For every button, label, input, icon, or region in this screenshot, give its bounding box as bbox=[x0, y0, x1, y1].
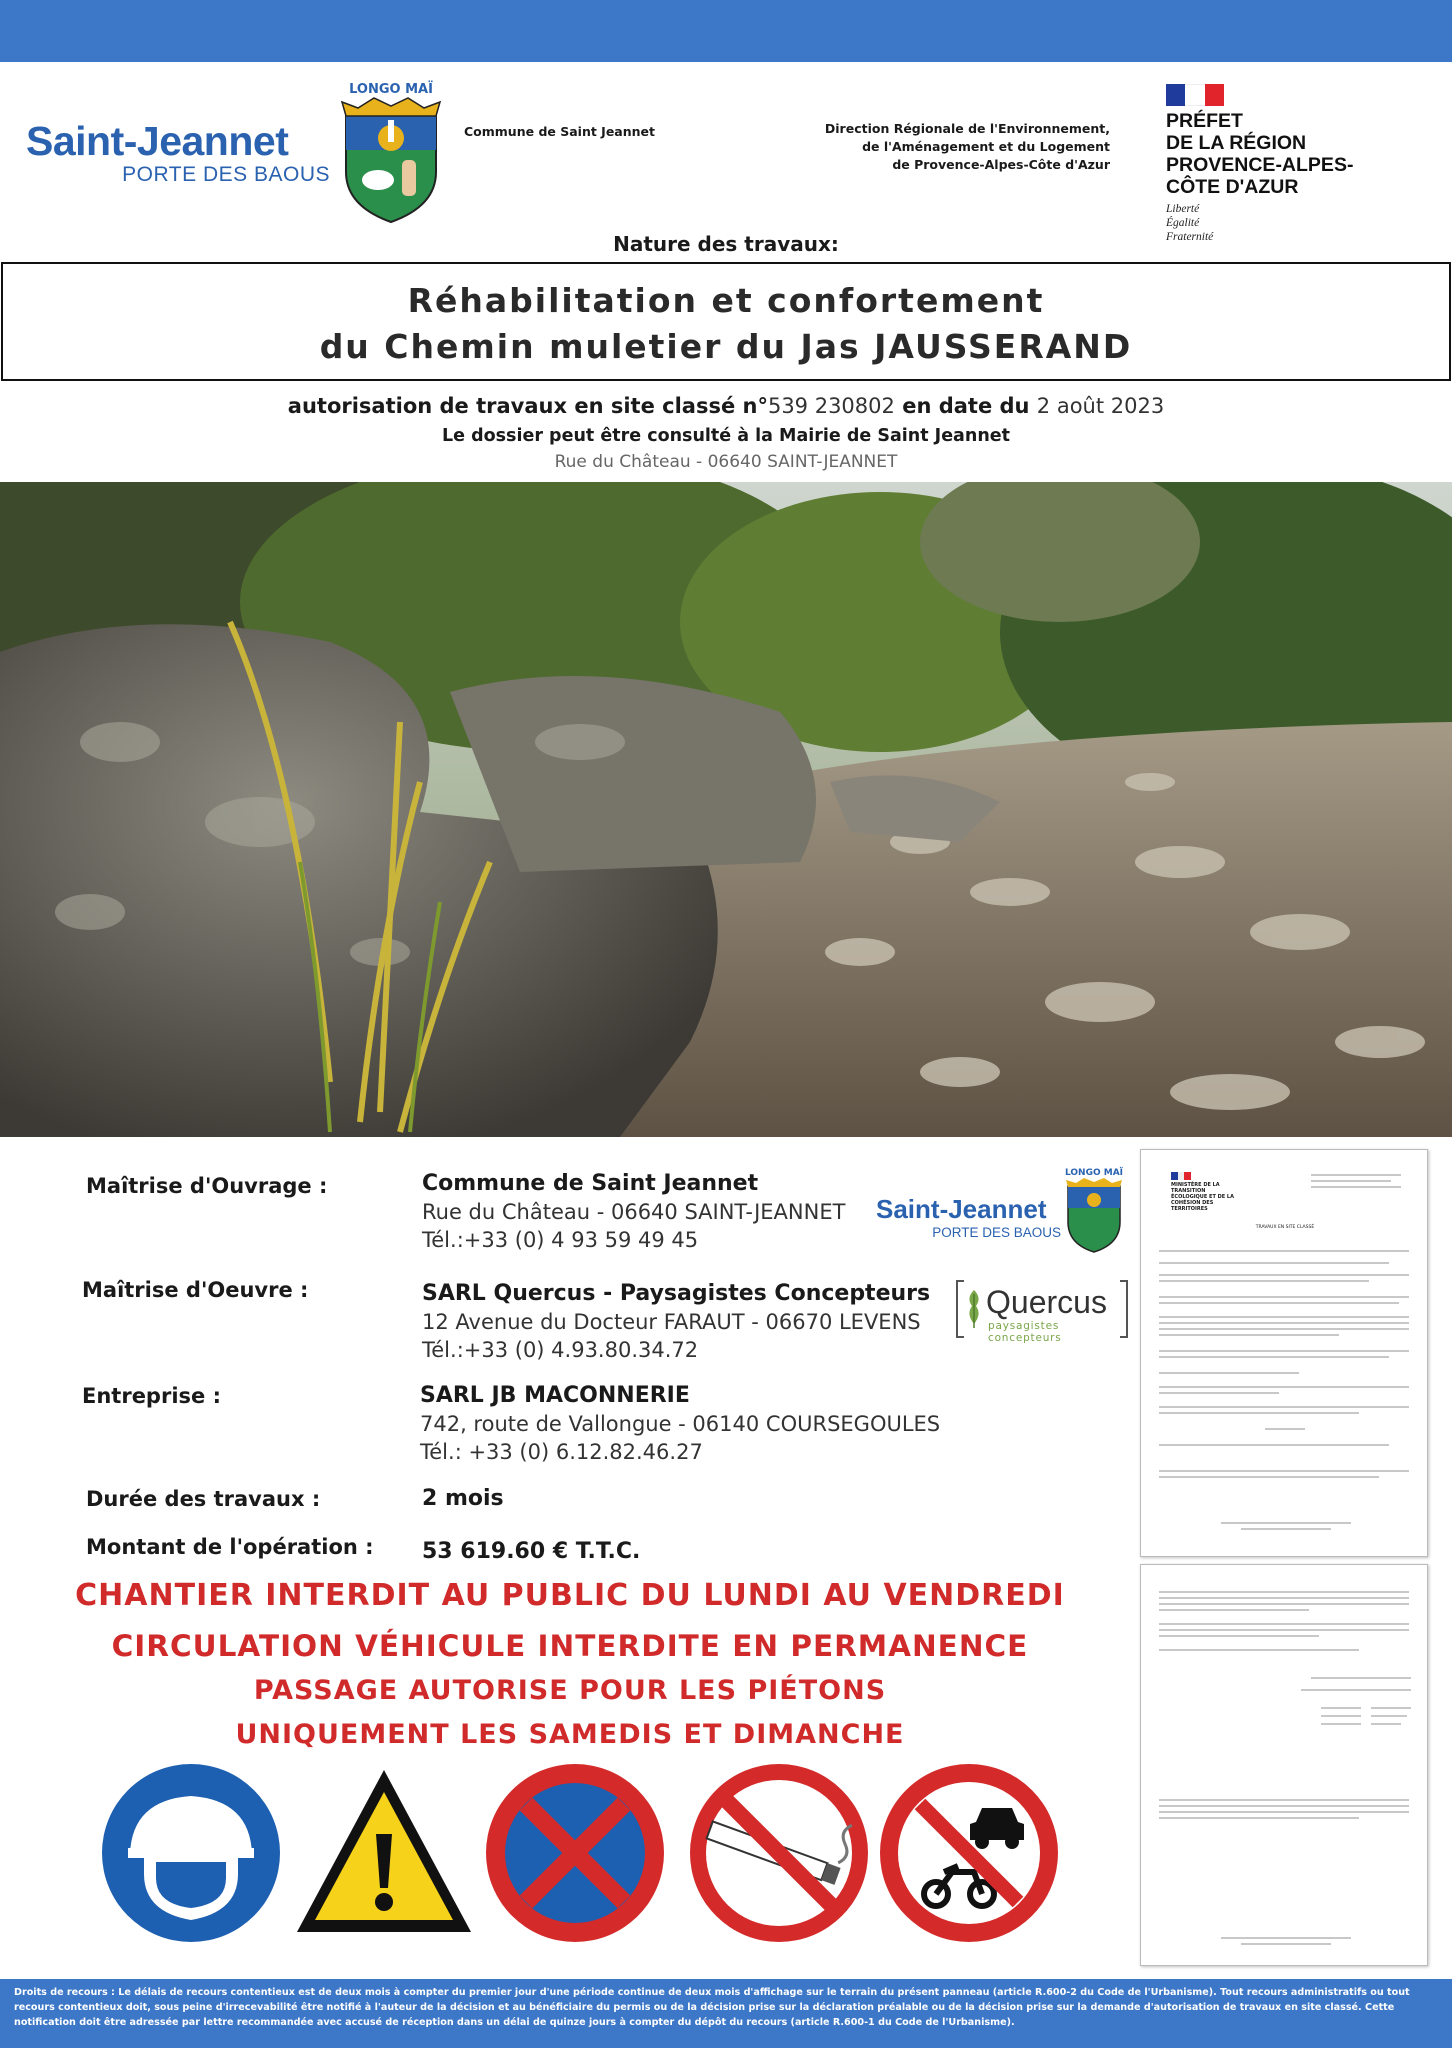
text-line bbox=[1159, 1817, 1359, 1819]
text-line bbox=[1159, 1372, 1299, 1374]
coat-of-arms-icon bbox=[338, 80, 444, 224]
entreprise-label: Entreprise : bbox=[82, 1384, 221, 1408]
ouvrage-details bbox=[422, 1170, 845, 1254]
notice-vehicles-forbidden: CIRCULATION VÉHICULE INTERDITE EN PERMANENCE bbox=[111, 1629, 1029, 1663]
oeuvre-name: SARL Quercus - Paysagistes Concepteurs bbox=[422, 1281, 931, 1306]
duree-label: Durée des travaux : bbox=[86, 1487, 321, 1511]
text-line bbox=[1159, 1412, 1359, 1414]
text-line bbox=[1159, 1470, 1409, 1472]
oeuvre-phone: Tél.:+33 (0) 4.93.80.34.72 bbox=[422, 1338, 699, 1362]
works-title-box bbox=[1, 262, 1451, 381]
text-line bbox=[1241, 1943, 1331, 1945]
text-line bbox=[1159, 1328, 1409, 1330]
coat-of-arms-small-icon bbox=[1064, 1168, 1124, 1254]
saint-jeannet-logo bbox=[26, 118, 336, 187]
montant-value bbox=[422, 1537, 640, 1566]
text-line bbox=[1159, 1799, 1409, 1801]
entreprise-phone: Tél.: +33 (0) 6.12.82.46.27 bbox=[420, 1440, 703, 1464]
text-line bbox=[1241, 1528, 1331, 1530]
marianne-flag-icon bbox=[1166, 84, 1224, 106]
montant-label: Montant de l'opération : bbox=[86, 1535, 374, 1559]
works-title-line1: Réhabilitation et confortement bbox=[407, 281, 1045, 320]
text-line bbox=[1301, 1689, 1411, 1691]
saint-jeannet-tagline: PORTE DES BAOUS bbox=[122, 163, 330, 186]
prefet-title bbox=[1166, 110, 1406, 198]
text-line bbox=[1159, 1296, 1409, 1298]
saint-jeannet-name: Saint-Jeannet bbox=[876, 1194, 1047, 1224]
works-title-line2: du Chemin muletier du Jas JAUSSERAND bbox=[319, 327, 1133, 366]
dreal-line: de Provence-Alpes-Côte d'Azur bbox=[892, 157, 1110, 172]
trail-photo bbox=[0, 482, 1452, 1137]
duree-value bbox=[422, 1484, 504, 1513]
authorization-document-page-2 bbox=[1140, 1564, 1428, 1966]
text-line bbox=[1159, 1334, 1339, 1336]
saint-jeannet-logo-small bbox=[876, 1194, 1061, 1240]
motto-line: Fraternité bbox=[1166, 231, 1214, 243]
text-line bbox=[1159, 1250, 1409, 1252]
text-line bbox=[1159, 1356, 1389, 1358]
text-line bbox=[1159, 1274, 1409, 1276]
dreal-label bbox=[790, 120, 1110, 174]
oeuvre-label: Maîtrise d'Oeuvre : bbox=[82, 1278, 309, 1302]
ouvrage-address: Rue du Château - 06640 SAINT-JEANNET bbox=[422, 1200, 846, 1224]
ouvrage-name: Commune de Saint Jeannet bbox=[422, 1171, 759, 1196]
motto-line: Liberté bbox=[1166, 203, 1200, 215]
motto-line: Égalité bbox=[1166, 217, 1200, 229]
prefet-line: PROVENCE-ALPES- bbox=[1166, 154, 1354, 176]
montant-value-text: 53 619.60 € T.T.C. bbox=[422, 1539, 641, 1564]
text-line bbox=[1265, 1428, 1305, 1430]
text-line bbox=[1159, 1316, 1409, 1318]
text-line bbox=[1159, 1623, 1409, 1625]
mairie-address: Rue du Château - 06640 SAINT-JEANNET bbox=[554, 452, 898, 472]
crest-motto: LONGO MAÏ bbox=[1064, 1168, 1124, 1178]
text-line bbox=[1321, 1715, 1361, 1717]
text-line bbox=[1221, 1937, 1351, 1939]
dossier-note: Le dossier peut être consulté à la Mairie de Saint Jeannet bbox=[441, 426, 1011, 446]
text-line bbox=[1311, 1677, 1411, 1679]
notice-public-forbidden: CHANTIER INTERDIT AU PUBLIC DU LUNDI AU VENDREDI bbox=[75, 1578, 1065, 1613]
oeuvre-address: 12 Avenue du Docteur FARAUT - 06670 LEVENS bbox=[422, 1310, 921, 1334]
text-line bbox=[1159, 1262, 1389, 1264]
no-smoking-icon bbox=[688, 1762, 870, 1944]
quercus-logo bbox=[956, 1280, 1128, 1344]
text-line bbox=[1159, 1406, 1409, 1408]
nature-label: Nature des travaux: bbox=[613, 232, 839, 256]
auth-date: 2 août 2023 bbox=[1036, 394, 1165, 418]
text-line bbox=[1371, 1723, 1401, 1725]
text-line bbox=[1159, 1609, 1309, 1611]
no-motor-vehicles-icon bbox=[878, 1762, 1060, 1944]
text-line bbox=[1159, 1280, 1369, 1282]
entreprise-details bbox=[420, 1382, 940, 1466]
text-line bbox=[1159, 1597, 1409, 1599]
authorization-document-page-1 bbox=[1140, 1149, 1428, 1557]
text-line bbox=[1371, 1715, 1407, 1717]
text-line bbox=[1159, 1302, 1399, 1304]
text-line bbox=[1311, 1180, 1391, 1182]
quercus-name: Quercus bbox=[986, 1284, 1107, 1320]
text-line bbox=[1321, 1723, 1361, 1725]
commune-label: Commune de Saint Jeannet bbox=[464, 124, 655, 139]
text-line bbox=[1159, 1392, 1279, 1394]
authorization-line bbox=[0, 394, 1452, 418]
text-line bbox=[1159, 1322, 1409, 1324]
bracket-right bbox=[1120, 1280, 1128, 1338]
text-line bbox=[1159, 1350, 1409, 1352]
bracket-left bbox=[956, 1280, 964, 1338]
auth-date-label: en date du bbox=[894, 394, 1037, 418]
crest-motto: LONGO MAÏ bbox=[349, 82, 433, 97]
quercus-tagline: paysagistes concepteurs bbox=[988, 1320, 1062, 1344]
prefet-logo bbox=[1166, 84, 1406, 244]
hard-hat-mandatory-icon bbox=[100, 1762, 282, 1944]
auth-prefix: autorisation de travaux en site classé n° bbox=[287, 394, 768, 418]
text-line bbox=[1159, 1635, 1319, 1637]
oeuvre-details bbox=[422, 1280, 930, 1364]
text-line bbox=[1159, 1649, 1359, 1651]
ministry-header: MINISTÈRE DE LA TRANSITION ÉCOLOGIQUE ET DE LA COHÉSION DES TERRITOIRES bbox=[1171, 1182, 1234, 1212]
text-line bbox=[1159, 1811, 1409, 1813]
prefet-line: PRÉFET bbox=[1166, 110, 1243, 132]
entreprise-address: 742, route de Vallongue - 06140 COURSEGOULES bbox=[420, 1412, 941, 1436]
top-banner bbox=[0, 0, 1452, 62]
ouvrage-label: Maîtrise d'Ouvrage : bbox=[86, 1174, 328, 1198]
text-line bbox=[1159, 1444, 1389, 1446]
entreprise-name: SARL JB MACONNERIE bbox=[420, 1383, 690, 1408]
oak-leaf-icon bbox=[964, 1288, 984, 1328]
text-line bbox=[1159, 1386, 1409, 1388]
text-line bbox=[1159, 1603, 1409, 1605]
notice-weekends-only: UNIQUEMENT LES SAMEDIS ET DIMANCHE bbox=[235, 1719, 905, 1750]
saint-jeannet-name: Saint-Jeannet bbox=[26, 118, 289, 164]
text-line bbox=[1159, 1805, 1409, 1807]
no-stopping-icon bbox=[484, 1762, 666, 1944]
dreal-line: de l'Aménagement et du Logement bbox=[862, 139, 1110, 154]
prefet-line: CÔTE D'AZUR bbox=[1166, 176, 1299, 198]
doc-heading: TRAVAUX EN SITE CLASSÉ bbox=[1255, 1225, 1315, 1230]
legal-footer: Droits de recours : Le délais de recours contentieux est de deux mois à compter du premier jour d'une période continue de deux mois d'affichage sur le terrain du présent panneau (article R.600-2 du Code de l'Urbanisme). Tout recours administratifs ou tout recours contentieux doit, sous peine d'irrecevabilité être notifié à l'auteur de la décision et au bénéficiaire du permis ou de la décision prise sur la déclaration préalable ou de la décision prise sur la demande d'autorisation de travaux en site classé. Cette notification doit être adressée par lettre recommandée avec accusé de réception dans un délai de quinze jours à compter du dépôt du recours (article R.600-1 du Code de l'Urbanisme). bbox=[0, 1979, 1452, 2048]
text-line bbox=[1159, 1476, 1379, 1478]
prefet-line: DE LA RÉGION bbox=[1166, 132, 1307, 154]
text-line bbox=[1221, 1522, 1351, 1524]
danger-warning-icon bbox=[293, 1762, 475, 1944]
text-line bbox=[1311, 1174, 1401, 1176]
saint-jeannet-tagline: PORTE DES BAOUS bbox=[932, 1225, 1061, 1240]
notice-pedestrians-allowed: PASSAGE AUTORISE POUR LES PIÉTONS bbox=[253, 1675, 887, 1706]
marianne-flag-icon bbox=[1171, 1172, 1191, 1180]
auth-number: 539 230802 bbox=[767, 394, 895, 418]
text-line bbox=[1371, 1707, 1411, 1709]
text-line bbox=[1311, 1186, 1401, 1188]
duree-value-text: 2 mois bbox=[422, 1486, 504, 1511]
text-line bbox=[1321, 1707, 1361, 1709]
text-line bbox=[1159, 1629, 1409, 1631]
text-line bbox=[1159, 1591, 1409, 1593]
dreal-line: Direction Régionale de l'Environnement, bbox=[824, 121, 1110, 136]
ouvrage-phone: Tél.:+33 (0) 4 93 59 49 45 bbox=[422, 1228, 699, 1252]
